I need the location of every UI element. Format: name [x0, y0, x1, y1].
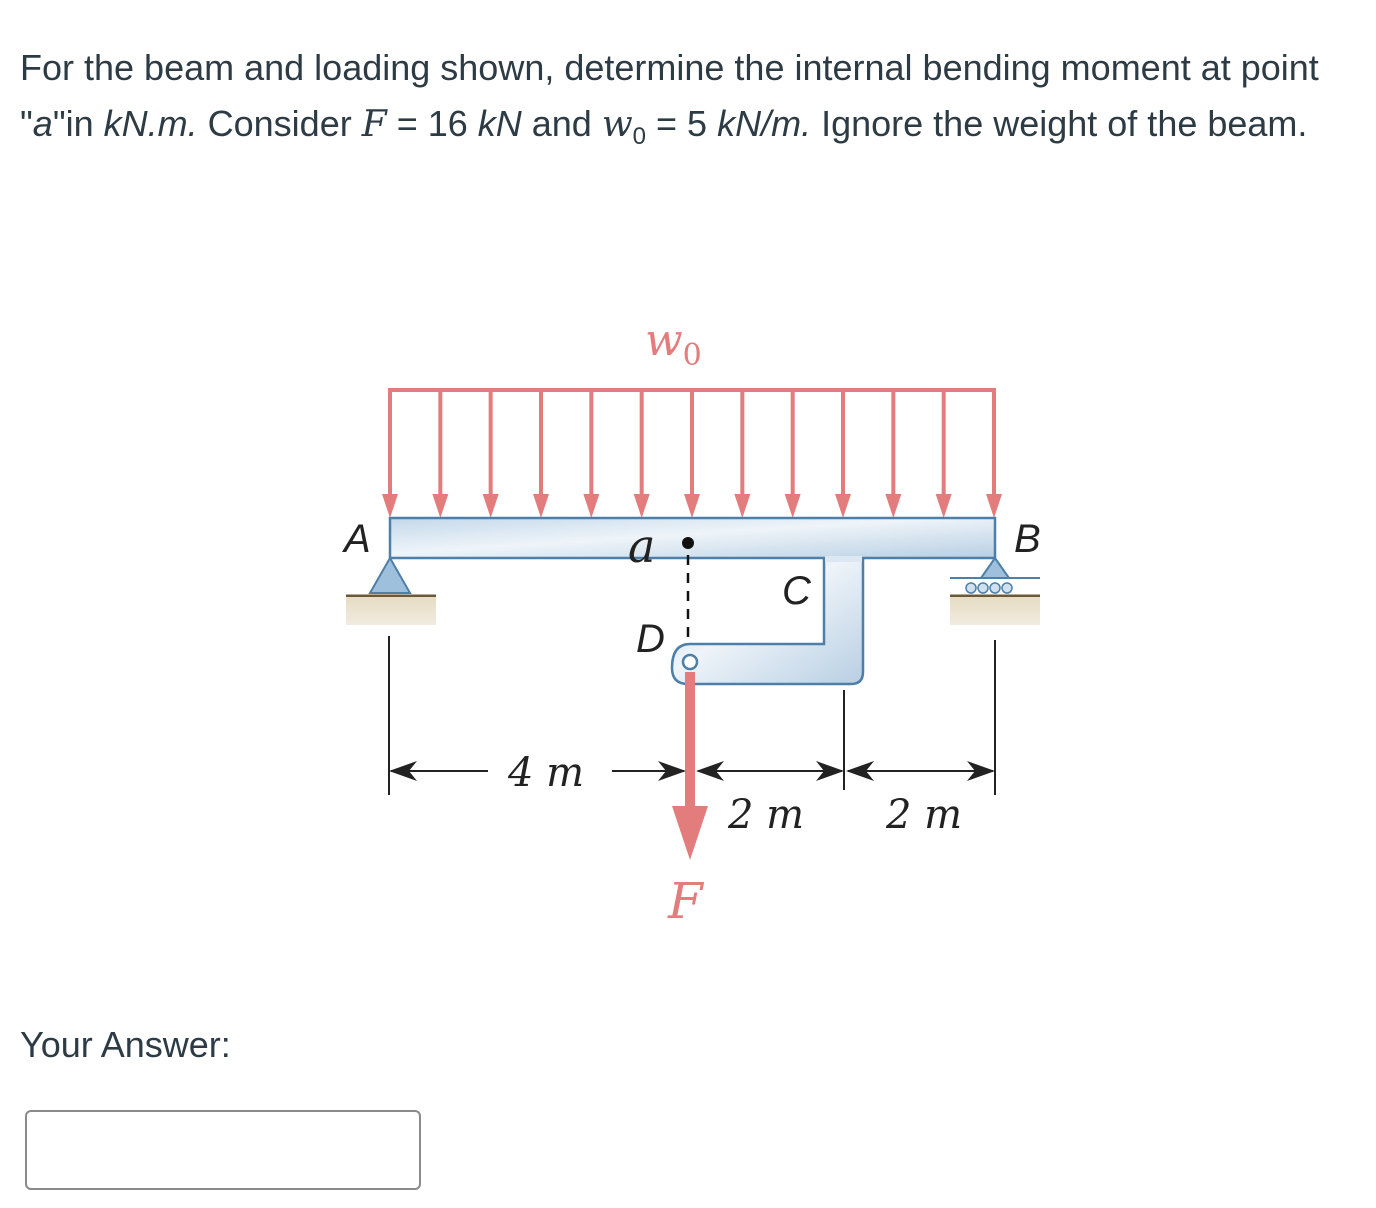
question-force-symbol: F: [361, 104, 387, 145]
load-arrow-head: [483, 494, 499, 518]
main-beam: [390, 518, 995, 558]
load-label: $w_0$: [645, 315, 702, 373]
load-arrow-head: [936, 494, 952, 518]
label-c: C: [782, 569, 811, 613]
question-part-1: For the beam and loading shown, determine the internal bending moment at point ": [20, 47, 1319, 144]
label-point-a: a: [628, 519, 656, 573]
question-load-subscript: 0: [632, 123, 647, 150]
load-arrow-head: [684, 494, 700, 518]
load-arrow-head: [382, 494, 398, 518]
support-b: [950, 558, 1040, 625]
question-load-symbol: w: [601, 104, 633, 145]
answer-label: Your Answer:: [20, 1024, 231, 1065]
load-arrow-head: [533, 494, 549, 518]
question-text: [20, 40, 1350, 157]
bracket-c: [672, 558, 863, 684]
label-b-support: B: [1014, 517, 1041, 561]
question-part-3: Consider: [197, 103, 362, 144]
dim-label-2m-right: 2 m: [886, 792, 963, 838]
question-load-value: = 5: [646, 103, 718, 144]
distributed-load: [382, 390, 1002, 518]
load-arrow-head: [835, 494, 851, 518]
label-d: D: [636, 617, 665, 661]
load-arrow-head: [785, 494, 801, 518]
beam-diagram: [0, 300, 1376, 960]
load-arrow-head: [634, 494, 650, 518]
load-arrow-head: [986, 494, 1002, 518]
force-f-arrow: [672, 672, 708, 860]
label-f: F: [668, 872, 703, 930]
load-arrow-head: [583, 494, 599, 518]
support-a: [346, 558, 436, 625]
load-arrow-head: [734, 494, 750, 518]
question-moment-unit: kN.m.: [103, 103, 198, 144]
question-force-unit: kN: [477, 103, 522, 144]
load-arrow-head: [432, 494, 448, 518]
question-part-5: Ignore the weight of the beam.: [811, 103, 1308, 144]
answer-input[interactable]: [25, 1110, 421, 1190]
load-arrows: [382, 390, 1002, 518]
question-load-unit: kN/m.: [717, 103, 812, 144]
dim-label-2m-left: 2 m: [728, 792, 805, 838]
question-point-name: a: [32, 103, 53, 144]
pin-d: [683, 655, 697, 669]
point-a-marker: [682, 537, 694, 549]
question-force-value: = 16: [386, 103, 478, 144]
label-a-support: A: [344, 517, 371, 561]
dim-label-4m: 4 m: [508, 750, 585, 796]
question-part-2: "in: [52, 103, 104, 144]
load-arrow-head: [885, 494, 901, 518]
question-part-4: and: [521, 103, 602, 144]
